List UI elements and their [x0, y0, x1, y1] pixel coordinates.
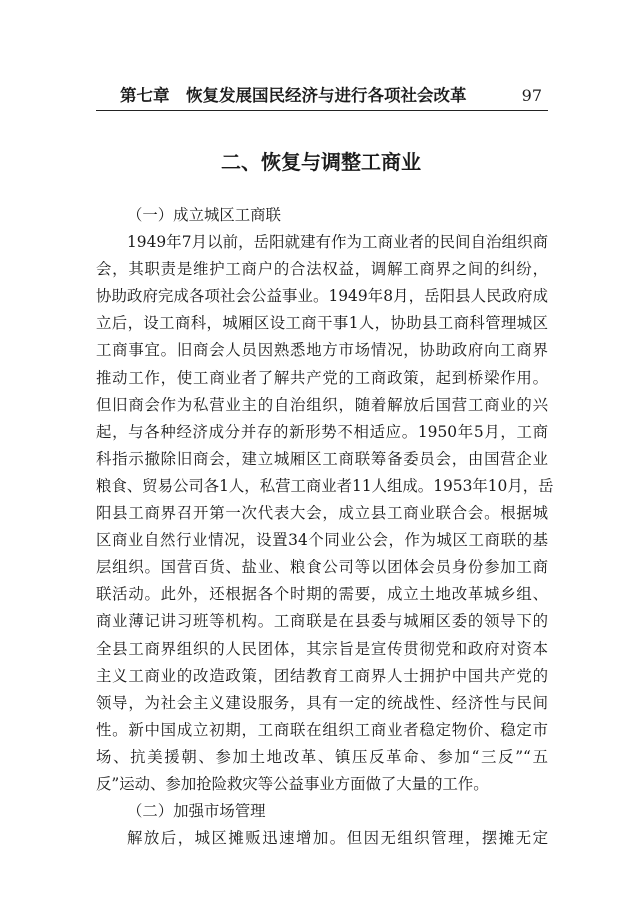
text-line: 但旧商会作为私营业主的自治组织，随着解放后国营工商业的兴 — [96, 395, 548, 414]
body-text — [96, 202, 554, 852]
text-line: 商业薄记讲习班等机构。工商联是在县委与城厢区委的领导下的 — [96, 612, 548, 631]
text-line: 反”运动、参加抢险救灾等公益事业方面做了大量的工作。 — [96, 774, 489, 793]
text-line: 领导，为社会主义建设服务，具有一定的统战性、经济性与民间 — [96, 693, 548, 712]
section-title: 二、恢复与调整工商业 — [221, 150, 421, 174]
text-line: 起，与各种经济成分并存的新形势不相适应。1950年5月，工商 — [96, 422, 548, 441]
text-line: 科指示撤除旧商会，建立城厢区工商联筹备委员会，由国营企业 — [96, 449, 548, 468]
subheading-1: （一）成立城区工商联 — [127, 206, 281, 224]
text-line: 推动工作，使工商业者了解共产党的工商政策，起到桥梁作用。 — [96, 368, 548, 387]
text-line: 粮食、贸易公司各1人，私营工商业者11人组成。1953年10月，岳 — [96, 476, 554, 495]
text-line: 立后，设工商科，城厢区设工商干事1人，协助县工商科管理城区 — [96, 314, 548, 333]
text-line: 会，其职责是维护工商户的合法权益，调解工商界之间的纠纷， — [96, 260, 548, 279]
text-line: 工商事宜。旧商会人员因熟悉地方市场情况，协助政府向工商界 — [96, 341, 548, 360]
text-line: 性。新中国成立初期，工商联在组织工商业者稳定物价、稳定市 — [96, 720, 548, 739]
chapter-title: 第七章 恢复发展国民经济与进行各项社会改革 — [120, 86, 467, 105]
text-line: 解放后，城区摊贩迅速增加。但因无组织管理，摆摊无定 — [127, 829, 548, 848]
text-line: 阳县工商界召开第一次代表大会，成立县工商业联合会。根据城 — [96, 504, 548, 523]
text-line: 协助政府完成各项社会公益事业。1949年8月，岳阳县人民政府成 — [96, 287, 548, 306]
page-number: 97 — [521, 86, 542, 105]
text-line: 层组织。国营百货、盐业、粮食公司等以团体会员身份参加工商 — [96, 558, 548, 577]
running-head — [96, 84, 548, 111]
text-line: 全县工商界组织的人民团体，其宗旨是宣传贯彻党和政府对资本 — [96, 639, 548, 658]
text-line: 区商业自然行业情况，设置34个同业公会，作为城区工商联的基 — [96, 531, 548, 550]
text-line: 场、抗美援朝、参加土地改革、镇压反革命、参加“三反”“五 — [96, 747, 548, 766]
text-line: 主义工商业的改造政策，团结教育工商界人士拥护中国共产党的 — [96, 666, 548, 685]
subheading-2: （二）加强市场管理 — [127, 802, 266, 821]
text-line: 1949年7月以前，岳阳就建有作为工商业者的民间自治组织商 — [127, 233, 548, 252]
text-line: 联活动。此外，还根据各个时期的需要，成立土地改革城乡组、 — [96, 585, 548, 604]
